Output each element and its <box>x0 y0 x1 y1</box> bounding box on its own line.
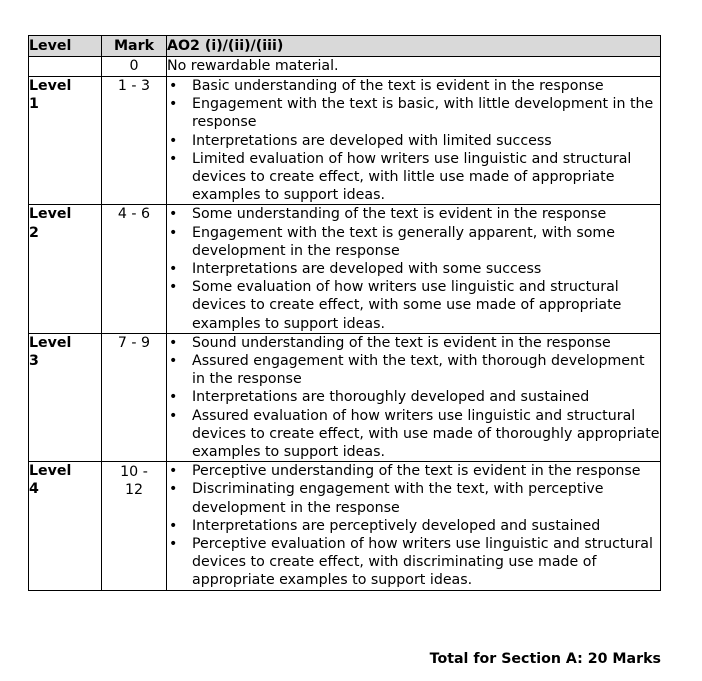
criteria-cell <box>167 205 661 333</box>
mark-range: 1 - 3 <box>102 77 167 205</box>
level-number: 3 <box>29 353 39 370</box>
criterion-text: Sound understanding of the text is evident in the response <box>192 334 611 351</box>
criterion-text: Limited evaluation of how writers use linguistic and structural devices to create effect, with little use made of appropriate examples to support ideas. <box>192 150 632 204</box>
bullet-icon: • <box>169 261 178 278</box>
bullet-icon: • <box>169 96 178 113</box>
criterion-item <box>167 77 660 95</box>
criterion-item <box>167 462 660 480</box>
header-row <box>29 36 661 57</box>
bullet-icon: • <box>169 334 178 351</box>
header-level: Level <box>29 36 102 57</box>
zero-level-cell <box>29 57 102 77</box>
mark-scheme-table <box>28 35 661 591</box>
level-cell <box>29 77 102 205</box>
zero-descriptor: No rewardable material. <box>167 57 661 77</box>
criterion-item <box>167 205 660 223</box>
bullet-icon: • <box>169 132 178 149</box>
bullet-icon: • <box>169 481 178 498</box>
header-mark: Mark <box>102 36 167 57</box>
criterion-text: Some evaluation of how writers use linguistic and structural devices to create effect, with some use made of appropriate examples to support ideas. <box>192 279 622 332</box>
criterion-text: Discriminating engagement with the text, with perceptive development in the response <box>192 481 604 516</box>
criterion-text: Interpretations are perceptively developed and sustained <box>192 517 601 534</box>
bullet-icon: • <box>169 463 178 480</box>
criterion-text: Perceptive understanding of the text is evident in the response <box>192 463 641 480</box>
mark-range: 4 - 6 <box>102 205 167 333</box>
criterion-text: Some understanding of the text is evident in the response <box>192 206 607 223</box>
criterion-item <box>167 95 660 131</box>
criterion-text: Engagement with the text is basic, with little development in the response <box>192 96 654 131</box>
mark-range: 7 - 9 <box>102 333 167 461</box>
criterion-item <box>167 150 660 205</box>
criteria-cell <box>167 77 661 205</box>
criterion-text: Interpretations are developed with some success <box>192 261 542 278</box>
bullet-icon: • <box>169 389 178 406</box>
criterion-item <box>167 535 660 590</box>
bullet-icon: • <box>169 353 178 370</box>
level-row <box>29 205 661 333</box>
bullet-icon: • <box>169 279 178 296</box>
level-name: Level <box>29 463 72 480</box>
criterion-text: Basic understanding of the text is evident in the response <box>192 78 604 94</box>
level-row <box>29 77 661 205</box>
header-ao: AO2 (i)/(ii)/(iii) <box>167 36 661 57</box>
criteria-list <box>167 205 660 332</box>
criterion-item <box>167 517 660 535</box>
criterion-text: Assured engagement with the text, with thorough development in the response <box>192 353 645 388</box>
criteria-list <box>167 77 660 204</box>
bullet-icon: • <box>169 206 178 223</box>
level-row <box>29 462 661 590</box>
bullet-icon: • <box>169 150 178 167</box>
criterion-item <box>167 407 660 462</box>
criteria-list <box>167 462 660 589</box>
criteria-list <box>167 334 660 461</box>
criteria-cell <box>167 462 661 590</box>
level-number: 1 <box>29 96 39 113</box>
criterion-item <box>167 334 660 352</box>
criterion-item <box>167 224 660 260</box>
zero-mark-row <box>29 57 661 77</box>
criterion-text: Interpretations are thoroughly developed and sustained <box>192 389 590 406</box>
zero-mark-cell: 0 <box>102 57 167 77</box>
criterion-item <box>167 388 660 406</box>
level-name: Level <box>29 78 72 94</box>
level-cell <box>29 333 102 461</box>
criterion-item <box>167 260 660 278</box>
bullet-icon: • <box>169 407 178 424</box>
bullet-icon: • <box>169 224 178 241</box>
mark-range: 10 - 12 <box>102 462 167 590</box>
criterion-item <box>167 278 660 333</box>
criterion-text: Perceptive evaluation of how writers use linguistic and structural devices to create effect, with discriminating use made of appropriate examples to support ideas. <box>192 536 653 589</box>
criterion-text: Interpretations are developed with limited success <box>192 132 552 149</box>
criteria-cell <box>167 333 661 461</box>
criterion-item <box>167 352 660 388</box>
level-name: Level <box>29 206 72 223</box>
bullet-icon: • <box>169 78 178 94</box>
level-cell <box>29 205 102 333</box>
criterion-text: Assured evaluation of how writers use linguistic and structural devices to create effect, with use made of thoroughly appropriate examples to support ideas. <box>192 407 660 461</box>
level-number: 4 <box>29 481 39 498</box>
criterion-text: Engagement with the text is generally apparent, with some development in the response <box>192 224 615 259</box>
bullet-icon: • <box>169 536 178 553</box>
section-total: Total for Section A: 20 Marks <box>429 651 661 667</box>
level-row <box>29 333 661 461</box>
level-cell <box>29 462 102 590</box>
criterion-item <box>167 132 660 150</box>
level-number: 2 <box>29 224 39 241</box>
bullet-icon: • <box>169 517 178 534</box>
level-name: Level <box>29 334 72 351</box>
criterion-item <box>167 480 660 516</box>
